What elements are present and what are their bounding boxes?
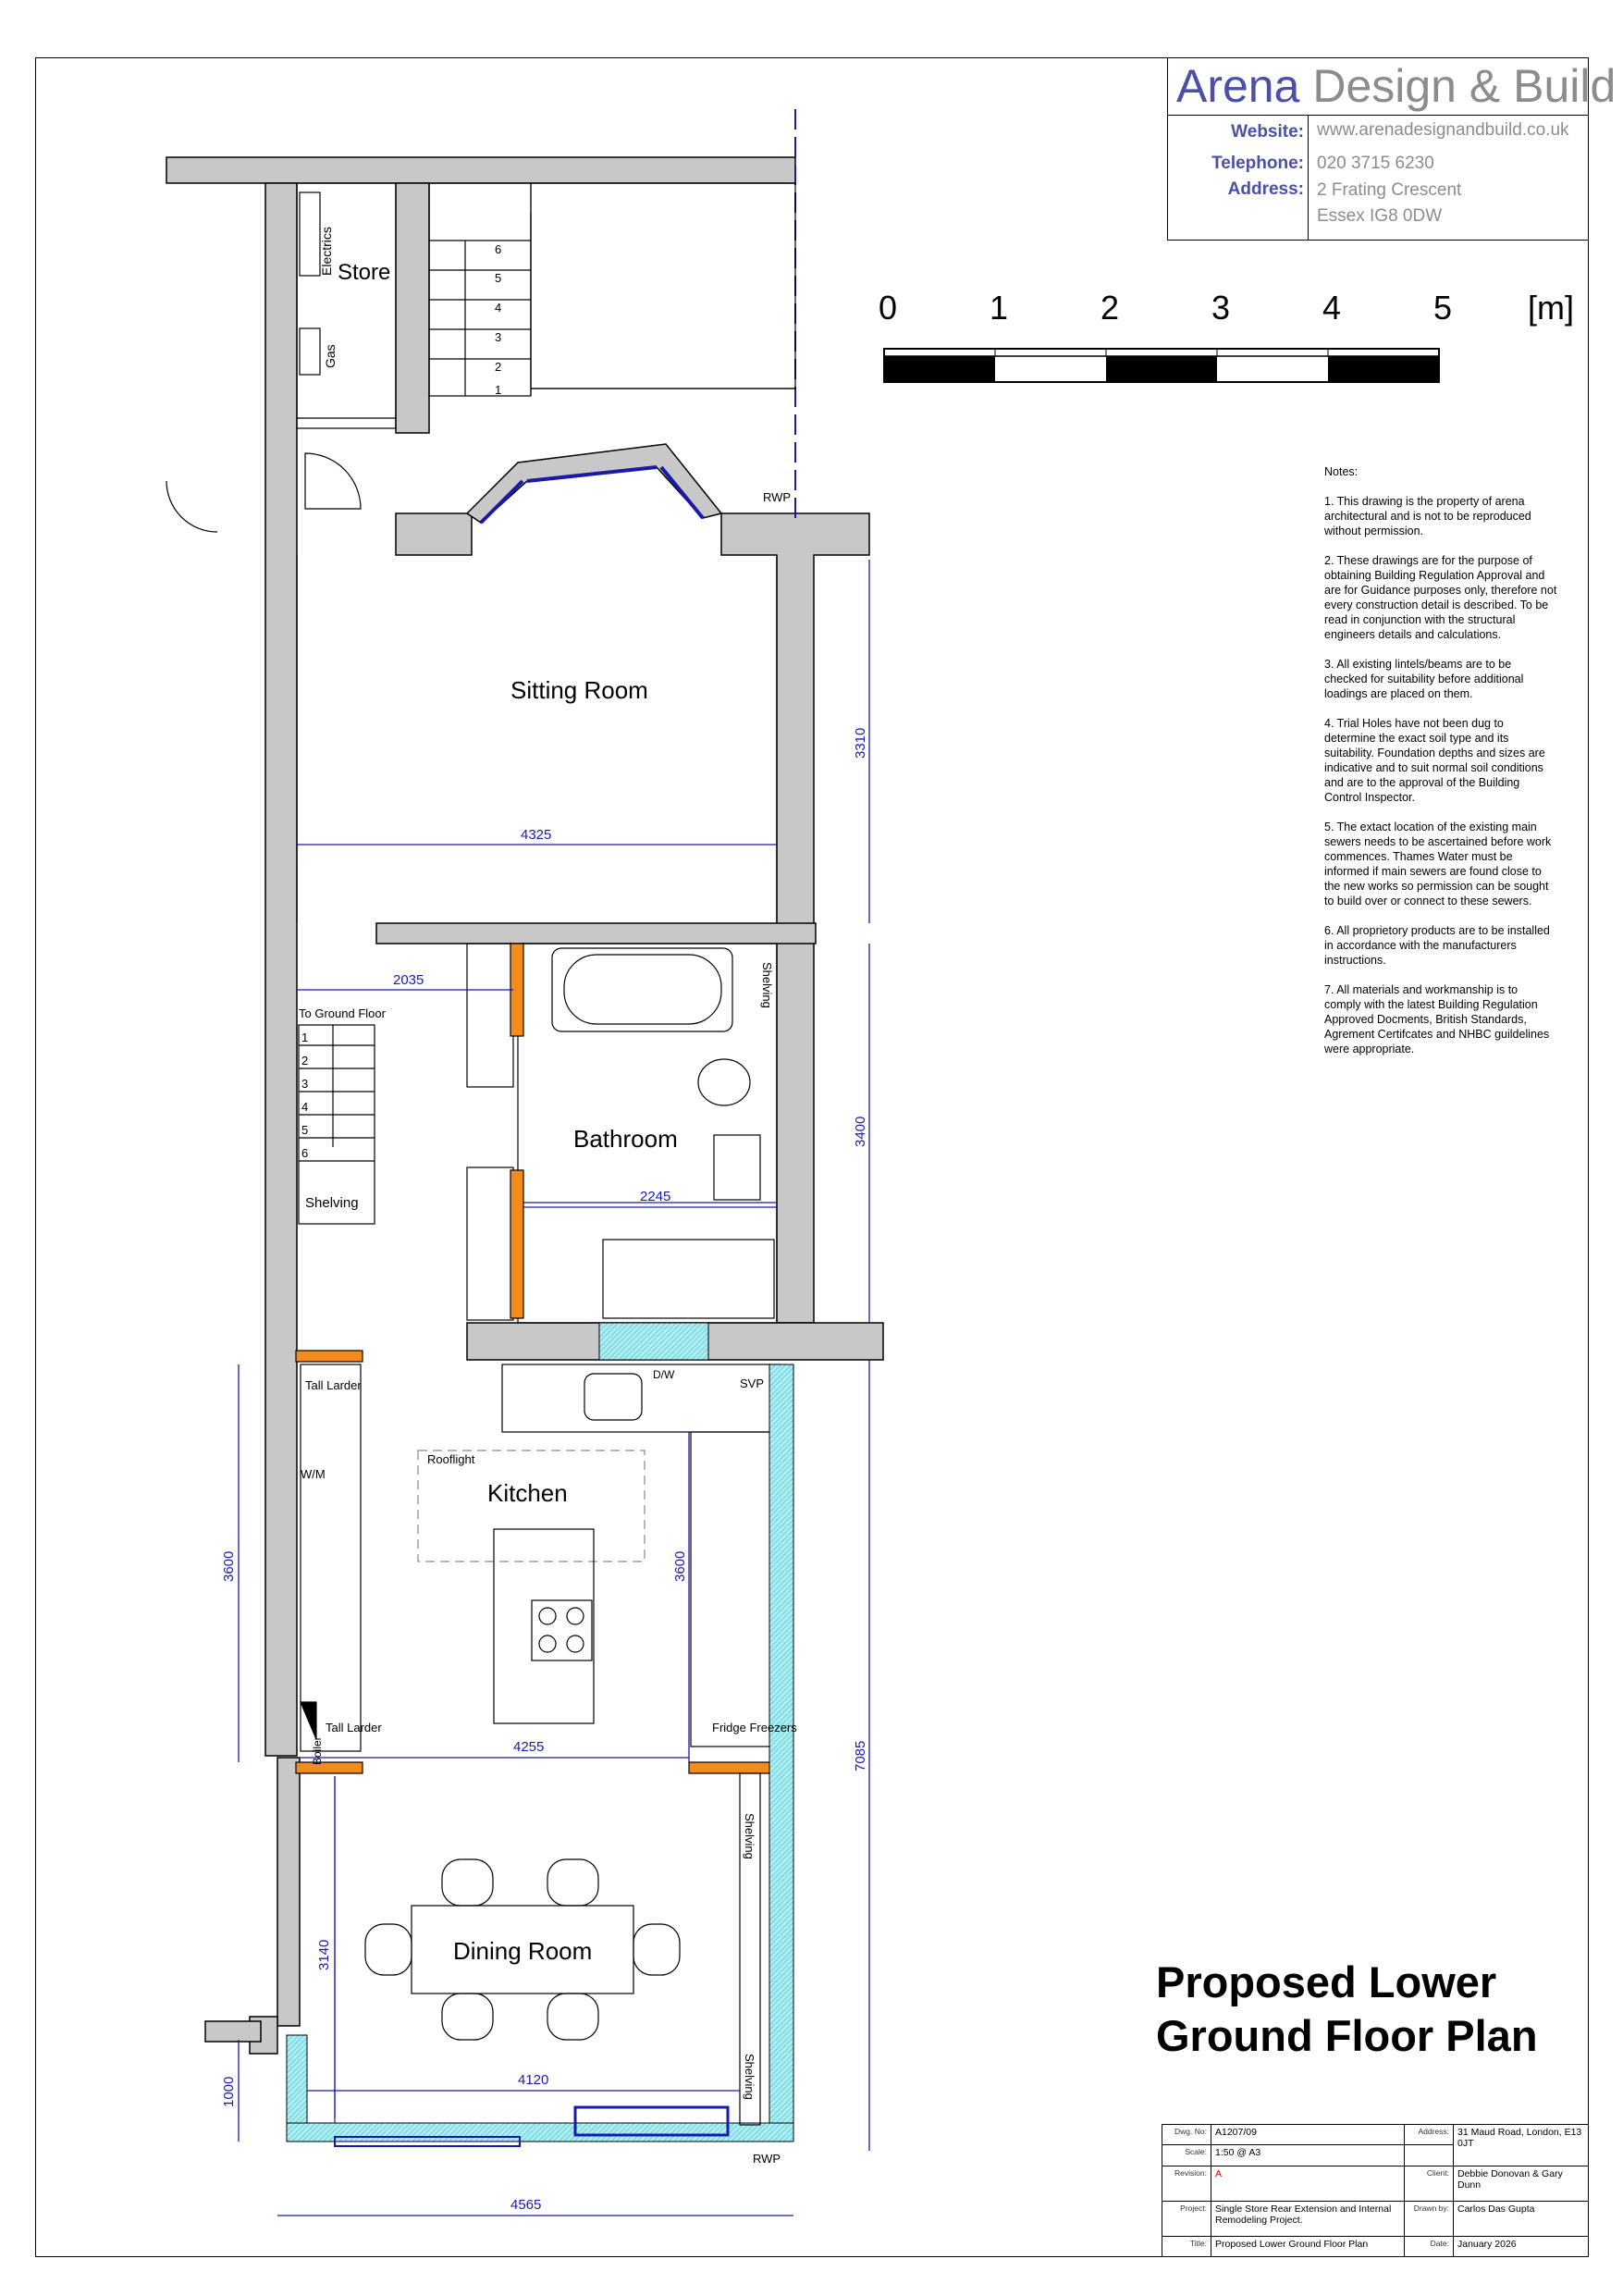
note-item: 1. This drawing is the property of arena architectural and is not to be reproduced without permission. (1324, 495, 1531, 537)
dim-2035: 2035 (393, 972, 424, 988)
lower-stair-number: 4 (301, 1100, 309, 1114)
kitchen-fittings (296, 1351, 780, 1773)
label-tall-larder-bottom: Tall Larder (326, 1721, 382, 1734)
label-washing-machine: W/M (301, 1467, 326, 1481)
dim-3310: 3310 (853, 727, 868, 759)
label-shelving: Shelving (305, 1195, 359, 1211)
address-label: Address: (1405, 2125, 1454, 2145)
bay-window (467, 444, 721, 523)
dim-4325: 4325 (521, 827, 552, 843)
lower-stair-number: 3 (301, 1077, 309, 1091)
scale-tick-2: 2 (1100, 289, 1120, 327)
note-item: 4. Trial Holes have not been dug to determine the exact soil type and its suitability. Foundation depths and sizes are indicative and to suit normal soil conditions and are to the approval of the Building Control Inspector. (1324, 717, 1545, 804)
drawn-by-label: Drawn by: (1405, 2201, 1454, 2236)
scale-unit: [m] (1528, 289, 1574, 327)
drawing-title-line2: Ground Floor Plan (1156, 2011, 1538, 2060)
note-item: 3. All existing lintels/beams are to be checked for suitability before additional loadings are placed on them. (1324, 658, 1524, 700)
dim-1000: 1000 (221, 2076, 237, 2107)
dwg-no-value: A1207/09 (1211, 2125, 1405, 2145)
label-rwp-bottom: RWP (753, 2152, 781, 2166)
label-shelving: Shelving (743, 1813, 756, 1859)
project-label: Project: (1162, 2201, 1211, 2236)
address-line-2: Essex IG8 0DW (1317, 206, 1443, 226)
label-shelving: Shelving (743, 2054, 756, 2100)
label-electrics: Electrics (319, 227, 334, 276)
upper-stair-number: 2 (495, 360, 502, 374)
site-address: 31 Maud Road, London, E13 0JT (1454, 2125, 1589, 2166)
address-label: Address: (1227, 179, 1304, 199)
lower-stair-number: 6 (301, 1146, 309, 1160)
client-value: Debbie Donovan & Gary Dunn (1454, 2166, 1589, 2201)
dwg-no-label: Dwg. No: (1162, 2125, 1211, 2145)
dim-4565: 4565 (510, 2197, 542, 2213)
label-svp: SVP (740, 1376, 765, 1390)
website-value: www.arenadesignandbuild.co.uk (1317, 120, 1569, 140)
label-to-ground-floor: To Ground Floor (299, 1006, 386, 1020)
note-item: 2. These drawings are for the purpose of obtaining Building Regulation Approval and are for Guidance purposes only, therefore not every construction detail is described. To be read in conjunction with the structural engineers details and calculations. (1324, 554, 1557, 641)
drawn-by-value: Carlos Das Gupta (1454, 2201, 1589, 2236)
lower-stair-number: 1 (301, 1031, 309, 1044)
lower-stair-number: 2 (301, 1054, 309, 1068)
title-label: Title: (1162, 2236, 1211, 2256)
scale-tick-0: 0 (879, 289, 898, 327)
upper-stair-number: 1 (495, 383, 502, 397)
scale-bar (879, 289, 1574, 382)
note-item: 7. All materials and workmanship is to comply with the latest Building Regulation Approved Docments, British Standards, Agrement Certifcates and NHBC guildelines were appropriate. (1324, 983, 1550, 1055)
label-boiler: Boiler (311, 1736, 324, 1765)
store-area (297, 183, 795, 428)
dim-2245: 2245 (640, 1189, 671, 1204)
upper-stair-number: 5 (495, 271, 502, 285)
label-tall-larder-top: Tall Larder (305, 1378, 362, 1392)
website-label: Website: (1231, 122, 1304, 142)
scale-value: 1:50 @ A3 (1211, 2145, 1405, 2166)
dim-3600-mid: 3600 (672, 1550, 688, 1582)
address-line-1: 2 Frating Crescent (1317, 180, 1462, 200)
scale-tick-1: 1 (990, 289, 1009, 327)
scale-tick-5: 5 (1433, 289, 1453, 327)
revision-value: A (1211, 2166, 1405, 2201)
dim-4120: 4120 (518, 2072, 549, 2088)
scale-tick-3: 3 (1211, 289, 1231, 327)
label-rwp-top: RWP (763, 490, 792, 504)
label-rooflight: Rooflight (427, 1452, 475, 1466)
notes-heading: Notes: (1324, 465, 1359, 478)
upper-stair-number: 4 (495, 301, 502, 315)
title-value: Proposed Lower Ground Floor Plan (1211, 2236, 1405, 2256)
project-value: Single Store Rear Extension and Internal Remodeling Project. (1211, 2201, 1405, 2236)
label-shelving: Shelving (760, 962, 774, 1008)
date-value: January 2026 (1454, 2236, 1589, 2256)
upper-stair-number: 3 (495, 330, 502, 344)
upper-stair-number: 6 (495, 242, 502, 256)
room-label-store: Store (338, 260, 391, 285)
room-label-bathroom: Bathroom (573, 1125, 678, 1153)
dim-3400: 3400 (853, 1116, 868, 1147)
note-item: 6. All proprietory products are to be installed in accordance with the manufacturers instructions. (1324, 924, 1550, 967)
date-label: Date: (1405, 2236, 1454, 2256)
note-item: 5. The extact location of the existing main sewers needs to be ascertained before work commences. Thames Water must be informed if main sewers are found close to the new works so permission can be sought to build over or connect to these sewers. (1324, 821, 1552, 907)
label-fridge-freezers: Fridge Freezers (712, 1721, 797, 1734)
scale-tick-4: 4 (1322, 289, 1342, 327)
dim-3600-left: 3600 (221, 1550, 237, 1582)
dim-4255: 4255 (513, 1739, 545, 1755)
room-label-kitchen: Kitchen (487, 1479, 568, 1507)
scale-label: Scale: (1162, 2145, 1211, 2166)
room-label-dining-room: Dining Room (453, 1937, 593, 1965)
label-gas: Gas (323, 344, 338, 368)
label-dishwasher: D/W (653, 1368, 675, 1381)
drawing-title-line1: Proposed Lower (1156, 1957, 1497, 2006)
telephone-value: 020 3715 6230 (1317, 154, 1434, 173)
revision-label: Revision: (1162, 2166, 1211, 2201)
company-name-part1: Arena (1176, 60, 1300, 112)
dim-3140: 3140 (316, 1939, 332, 1970)
lower-stair-number: 5 (301, 1123, 309, 1137)
dim-7085: 7085 (853, 1740, 868, 1771)
client-label: Client: (1405, 2166, 1454, 2201)
room-label-sitting-room: Sitting Room (510, 676, 648, 704)
stairs-lower (299, 1025, 375, 1224)
telephone-label: Telephone: (1211, 154, 1304, 173)
company-name-part2: Design & Build (1312, 60, 1617, 112)
